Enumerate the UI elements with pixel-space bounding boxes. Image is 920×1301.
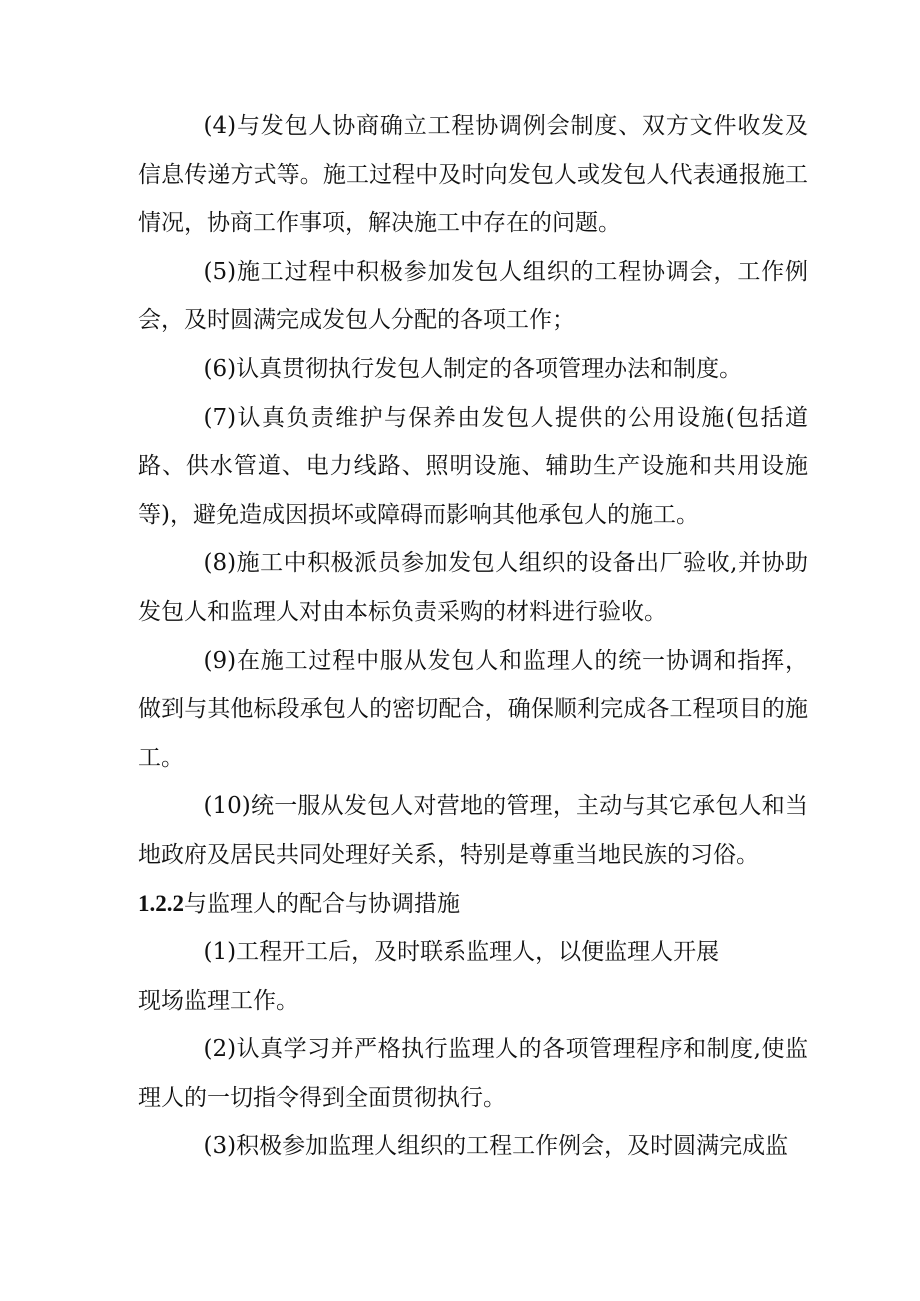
paragraph-9: (9)在施工过程中服从发包人和监理人的统一协调和指挥，做到与其他标段承包人的密切配合，确保顺利完成各工程项目的施工。 — [138, 647, 808, 771]
paragraph-s1 — [138, 928, 808, 977]
paragraph-7: (7)认真负责维护与保养由发包人提供的公用设施(包括道路、供水管道、电力线路、照明设施、辅助生产设施和共用设施等)，避免造成因损坏或障碍而影响其他承包人的施工。 — [138, 404, 808, 528]
paragraph-s1-line2: 现场监理工作。 — [138, 987, 299, 1014]
paragraph-10: (10)统一服从发包人对营地的管理，主动与其它承包人和当地政府及居民共同处理好关系，特别是尊重当地民族的习俗。 — [138, 793, 808, 868]
paragraph-6: (6)认真贯彻执行发包人制定的各项管理办法和制度。 — [203, 355, 743, 382]
paragraph-s1-continuation — [138, 977, 808, 1026]
paragraph-s3: (3)积极参加监理人组织的工程工作例会，及时圆满完成监 — [203, 1133, 789, 1160]
paragraph-s1-line1: (1)工程开工后，及时联系监理人，以便监理人开展 — [203, 939, 720, 966]
section-heading-title: 与监理人的配合与协调措施 — [184, 890, 460, 917]
paragraph-s2: (2)认真学习并严格执行监理人的各项管理程序和制度,使监理人的一切指令得到全面贯彻执行。 — [138, 1036, 808, 1111]
section-heading-number: 1.2.2 — [138, 890, 184, 916]
paragraph-4: (4)与发包人协商确立工程协调例会制度、双方文件收发及信息传递方式等。施工过程中及时向发包人或发包人代表通报施工情况，协商工作事项，解决施工中存在的问题。 — [138, 113, 808, 237]
section-heading — [138, 880, 808, 929]
paragraph-5: (5)施工过程中积极参加发包人组织的工程协调会，工作例会，及时圆满完成发包人分配的各项工作； — [138, 258, 808, 334]
paragraph-8: (8)施工中积极派员参加发包人组织的设备出厂验收,并协助发包人和监理人对由本标负责采购的材料进行验收。 — [138, 550, 808, 625]
